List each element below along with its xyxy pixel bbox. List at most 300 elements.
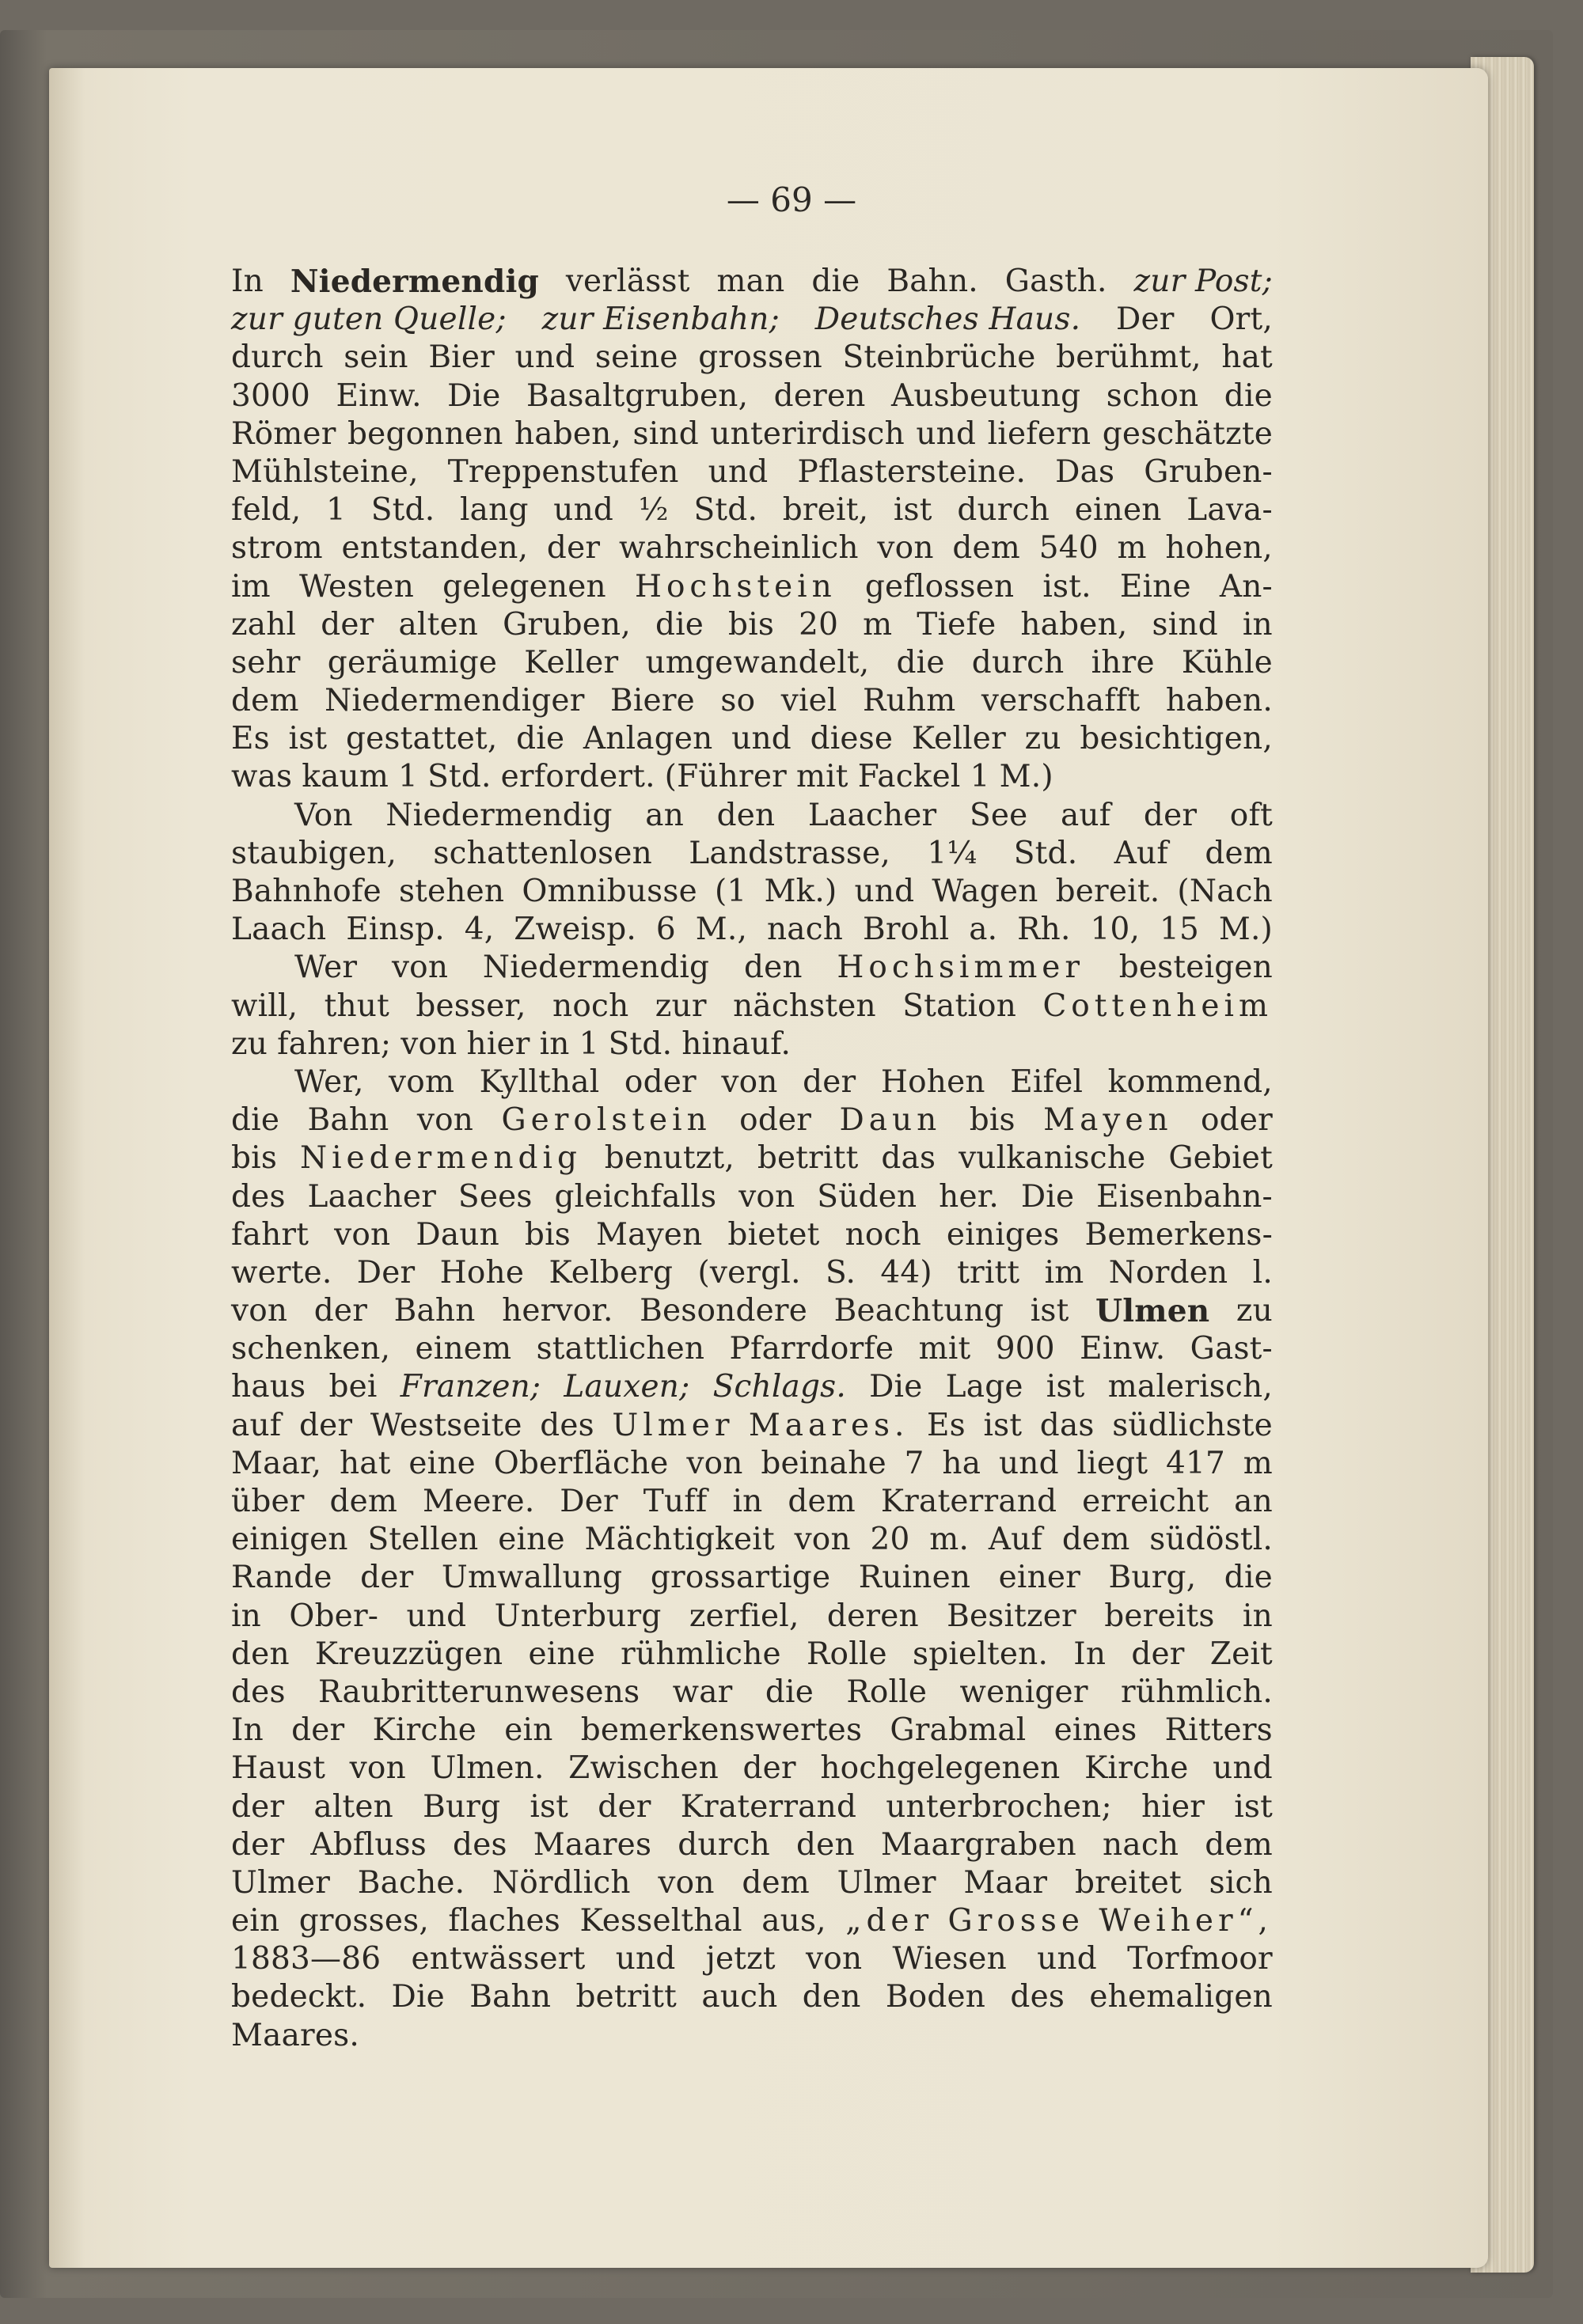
word: von <box>877 530 934 567</box>
word: Kyllthal <box>479 1063 600 1100</box>
word: so <box>720 683 756 719</box>
word: einiges <box>946 1216 1060 1253</box>
word: vulkanische <box>959 1140 1146 1177</box>
word: der <box>546 530 601 567</box>
word: Ort, <box>1209 301 1273 338</box>
word: Die <box>391 1979 445 2015</box>
word: in <box>1242 606 1273 643</box>
word: 44) <box>880 1254 932 1291</box>
word: Rolle <box>846 1674 928 1710</box>
word: das <box>881 1140 936 1177</box>
word: auf <box>1060 797 1111 833</box>
word: See <box>969 797 1028 833</box>
word: an <box>645 797 685 833</box>
word: fahrt <box>231 1216 309 1253</box>
word: Eisenbahn- <box>1096 1178 1273 1215</box>
word: ein <box>231 1903 280 1939</box>
word: 1¼ <box>927 835 978 871</box>
word: m <box>1243 1445 1273 1481</box>
word: m <box>1117 530 1147 567</box>
word: Sees <box>457 1178 533 1215</box>
word: ist <box>530 1788 569 1825</box>
word: von <box>658 1864 715 1901</box>
text-line <box>231 1101 1273 1139</box>
word: Besitzer <box>947 1598 1076 1634</box>
word: dem <box>952 530 1020 567</box>
word: Basaltgruben, <box>526 377 749 414</box>
word: M.) <box>1218 912 1273 948</box>
word: oder <box>1200 1102 1273 1139</box>
word: In <box>231 1712 264 1749</box>
word: geschätzte <box>1102 415 1273 452</box>
text-line <box>231 1254 1273 1292</box>
word: man <box>716 263 785 299</box>
word: mit <box>795 759 848 795</box>
word: 10, <box>1090 912 1141 948</box>
word: alten <box>398 606 479 643</box>
word: (1 <box>714 874 747 909</box>
text-line <box>231 1788 1273 1826</box>
word: Süden <box>817 1178 917 1215</box>
word: Pfarrdorfe <box>729 1331 894 1367</box>
word: Ober- <box>289 1598 379 1634</box>
word: und <box>1213 1750 1273 1787</box>
word: und <box>514 339 575 376</box>
word: 1 <box>579 1026 599 1062</box>
word: Omnibusse <box>522 874 697 909</box>
word: Ulmer Maares. <box>612 1407 909 1443</box>
text-line <box>231 263 1273 301</box>
word: dem <box>231 683 299 719</box>
word: Einw. <box>1080 1331 1166 1367</box>
word: Kühle <box>1181 644 1273 681</box>
word: von <box>231 1293 288 1329</box>
word: Ruhm <box>863 683 956 719</box>
word: Grabmal <box>890 1712 1027 1749</box>
word: 7 <box>904 1445 924 1481</box>
word: Niedermendig <box>482 950 710 986</box>
word: wahrscheinlich <box>618 530 859 567</box>
word: Gasth. <box>1004 263 1107 299</box>
word: lang <box>460 492 529 529</box>
word: Auf <box>988 1522 1043 1558</box>
word: Maargraben <box>880 1826 1076 1863</box>
word: durch <box>678 1826 770 1863</box>
word: der <box>742 1750 796 1787</box>
text-line <box>231 2017 1273 2055</box>
word: In <box>1073 1636 1107 1672</box>
word: a. <box>969 912 998 948</box>
word: Mühlsteine, <box>231 453 419 490</box>
word: 20 <box>870 1522 910 1558</box>
word: Zwischen <box>568 1750 719 1787</box>
word: dem <box>742 1864 810 1901</box>
word: malerisch, <box>1107 1369 1273 1405</box>
word: Steinbrüche <box>842 339 1036 376</box>
word: besichtigen, <box>1080 721 1273 757</box>
word: 4, <box>464 912 495 948</box>
word: unterirdisch <box>710 415 905 452</box>
word: 1 <box>398 759 419 795</box>
text-line <box>231 1559 1273 1597</box>
word: verlässt <box>565 263 690 299</box>
word: Besondere <box>640 1293 808 1329</box>
word: Nördlich <box>492 1864 631 1901</box>
word: 3000 <box>231 377 311 414</box>
word: berühmt, <box>1056 339 1201 376</box>
word: Gruben, <box>503 606 631 643</box>
body-text <box>231 263 1273 2055</box>
word: und <box>916 415 977 452</box>
word: Es <box>231 721 270 757</box>
word: Meere. <box>423 1484 535 1519</box>
word: Std. <box>608 1026 673 1062</box>
word: der <box>1143 797 1198 833</box>
word: Hohen <box>880 1063 985 1100</box>
word: Stellen <box>367 1522 479 1558</box>
word: oder <box>739 1102 812 1139</box>
word: entwässert <box>411 1941 586 1977</box>
word: durch <box>971 644 1065 681</box>
word: den <box>796 1826 855 1863</box>
word: von <box>416 1102 474 1139</box>
word: spielten. <box>913 1636 1049 1672</box>
word: Niedermendig <box>299 1140 582 1177</box>
word: Lage <box>945 1369 1023 1405</box>
word: des <box>1010 1979 1065 2015</box>
word: Franzen; <box>400 1369 541 1405</box>
word: ist <box>288 721 328 757</box>
word: geräumige <box>327 644 498 681</box>
word: Deutsches Haus. <box>814 301 1081 338</box>
word: und <box>553 492 614 529</box>
word: der <box>291 1712 345 1749</box>
text-line <box>231 415 1273 453</box>
word: aus, <box>761 1903 826 1939</box>
word: rühmlich. <box>1121 1674 1273 1710</box>
word: Bemerkens- <box>1084 1216 1273 1253</box>
word: zur Post; <box>1133 263 1273 299</box>
word: m. <box>929 1522 970 1558</box>
word: südöstl. <box>1149 1522 1273 1558</box>
word: Ritters <box>1164 1712 1273 1749</box>
text-line <box>231 1521 1273 1559</box>
word: Ausbeutung <box>891 377 1081 414</box>
word: Haust <box>231 1750 326 1787</box>
word: ein <box>504 1712 553 1749</box>
word: Burg, <box>1108 1560 1197 1596</box>
word: gelegenen <box>442 568 606 605</box>
word: Ulmer <box>837 1864 936 1901</box>
word: oft <box>1229 797 1273 833</box>
word: im <box>231 568 271 605</box>
text-line <box>231 1750 1273 1788</box>
word: Hohe <box>439 1254 525 1291</box>
word: bei <box>328 1369 378 1405</box>
word: grossartige <box>650 1560 831 1596</box>
word: Cottenheim <box>1042 988 1273 1024</box>
word: im <box>1044 1254 1084 1291</box>
word: Keller <box>911 721 1006 757</box>
text-line <box>231 988 1273 1026</box>
word: Norden <box>1108 1254 1228 1291</box>
word: Der <box>1116 301 1175 338</box>
word: Bahn <box>307 1102 389 1139</box>
word: besser, <box>416 988 526 1024</box>
word: Hochstein <box>634 568 837 605</box>
word: Gebiet <box>1168 1140 1273 1177</box>
word: ist <box>983 1407 1023 1443</box>
word: sind <box>1152 606 1218 643</box>
word: Std. <box>370 492 435 529</box>
word: (Nach <box>1177 874 1273 909</box>
word: ha <box>942 1445 981 1481</box>
word: grosses, <box>298 1903 429 1939</box>
word: Std. <box>693 492 758 529</box>
word: Bache. <box>357 1864 465 1901</box>
word: jetzt <box>705 1941 776 1977</box>
word: noch <box>845 1216 921 1253</box>
word: Std. <box>1013 835 1078 871</box>
word: her. <box>939 1178 999 1215</box>
text-line <box>231 644 1273 682</box>
word: einen <box>1074 492 1162 529</box>
word: nach <box>1103 1826 1179 1863</box>
word: 1 <box>326 492 347 529</box>
word: strom <box>231 530 323 567</box>
word: von <box>334 1216 391 1253</box>
text-line <box>231 911 1273 949</box>
word: Hochsimmer <box>837 950 1085 986</box>
word: Auf <box>1114 835 1168 871</box>
word: ist. <box>1042 568 1091 605</box>
word: Beachtung <box>833 1293 1004 1329</box>
word: deren <box>826 1598 919 1634</box>
word: Station <box>902 988 1017 1024</box>
word: geflossen <box>864 568 1015 605</box>
word: Wer <box>294 950 358 986</box>
word: war <box>672 1674 733 1710</box>
word: fahren; <box>277 1026 392 1062</box>
word: die <box>655 606 704 643</box>
word: sich <box>1209 1864 1273 1901</box>
word: benutzt, <box>604 1140 735 1177</box>
word: verschafft <box>981 683 1141 719</box>
word: Bahnhofe <box>231 874 382 909</box>
word: dem <box>788 1484 856 1519</box>
word: die <box>896 644 945 681</box>
text-line <box>231 453 1273 491</box>
word: und <box>731 721 792 757</box>
word: ist <box>1030 1293 1069 1329</box>
text-line <box>231 758 1273 796</box>
word: bis <box>969 1102 1015 1139</box>
word: dem <box>329 1484 398 1519</box>
page-number: — 69 — <box>726 180 857 219</box>
word: Einsp. <box>346 912 445 948</box>
text-line <box>231 1864 1273 1902</box>
word: bietet <box>727 1216 820 1253</box>
word: Einw. <box>336 377 422 414</box>
word: Schlags. <box>712 1369 846 1405</box>
text-line <box>231 1598 1273 1636</box>
word: gestattet, <box>345 721 498 757</box>
text-line <box>231 797 1273 835</box>
word: durch <box>957 492 1050 529</box>
word: von <box>400 1026 457 1062</box>
word: dem <box>1205 835 1273 871</box>
word: die <box>765 1674 814 1710</box>
word: und <box>406 1598 467 1634</box>
word: Wer, <box>294 1063 364 1100</box>
word: der <box>231 1826 285 1863</box>
word: von <box>806 1941 863 1977</box>
word: eine <box>528 1636 595 1672</box>
word: 1 <box>970 759 990 795</box>
word: Fackel <box>857 759 961 795</box>
word: noch <box>552 988 629 1024</box>
word: Kraterrand <box>680 1788 857 1825</box>
word: der <box>298 1407 353 1443</box>
word: Kirche <box>372 1712 477 1749</box>
word: die <box>1224 1560 1273 1596</box>
word: Unterburg <box>494 1598 662 1634</box>
text-line <box>231 1368 1273 1406</box>
word: und <box>1037 1941 1097 1977</box>
word: In <box>231 263 264 299</box>
text-line <box>231 1407 1273 1445</box>
text-line <box>231 377 1273 415</box>
text-line <box>231 339 1273 377</box>
word: Ulmen <box>1095 1293 1210 1330</box>
word: Kelberg <box>549 1254 674 1291</box>
word: Rh. <box>1017 912 1071 948</box>
word: Daun <box>416 1216 499 1253</box>
word: schattenlosen <box>433 835 652 871</box>
word: entstanden, <box>341 530 529 567</box>
word: breit, <box>782 492 869 529</box>
word: auch <box>701 1979 778 2015</box>
word: (Führer <box>664 759 787 795</box>
word: Rande <box>231 1560 332 1596</box>
word: zu <box>1024 721 1061 757</box>
word: Zeit <box>1209 1636 1273 1672</box>
word: M.) <box>999 759 1053 795</box>
word: haben, <box>1020 606 1128 643</box>
word: und <box>854 874 915 909</box>
word: in <box>231 1598 261 1634</box>
word: der <box>598 1788 651 1825</box>
word: begonnen <box>347 415 503 452</box>
word: den <box>743 950 803 986</box>
word: Mayen <box>1043 1102 1173 1139</box>
word: Gast- <box>1190 1331 1273 1367</box>
word: M., <box>695 912 748 948</box>
text-line <box>231 1445 1273 1483</box>
word: zerfiel, <box>689 1598 799 1634</box>
word: von <box>794 1522 851 1558</box>
word: des <box>231 1674 286 1710</box>
text-line <box>231 1978 1273 2016</box>
word: stehen <box>398 874 505 909</box>
text-line <box>231 1483 1273 1521</box>
word: unterbrochen; <box>886 1788 1112 1825</box>
word: werte. <box>231 1254 332 1291</box>
word: hervor. <box>502 1293 613 1329</box>
word: Lava- <box>1186 492 1273 529</box>
word: was <box>231 759 293 795</box>
text-line <box>231 1902 1273 1940</box>
word: liefern <box>987 415 1091 452</box>
word: 15 <box>1159 912 1199 948</box>
word: deren <box>773 377 866 414</box>
word: bemerkenswertes <box>580 1712 863 1749</box>
word: der <box>313 1293 368 1329</box>
word: Mächtigkeit <box>584 1522 775 1558</box>
word: 540 <box>1038 530 1099 567</box>
word: den <box>802 1979 861 2015</box>
word: betritt <box>575 1979 678 2015</box>
word: einigen <box>231 1522 348 1558</box>
word: hat <box>339 1445 391 1481</box>
word: gleichfalls <box>554 1178 717 1215</box>
word: einem <box>415 1331 512 1367</box>
word: des <box>231 1178 286 1215</box>
word: 20 <box>799 606 839 643</box>
word: rühmliche <box>621 1636 781 1672</box>
word: Gerolstein <box>501 1102 712 1139</box>
text-line <box>231 873 1273 911</box>
word: Westen <box>298 568 415 605</box>
word: des <box>540 1407 594 1443</box>
word: Maar <box>963 1864 1048 1901</box>
word: Lauxen; <box>564 1369 690 1405</box>
word: Kreuzzügen <box>314 1636 503 1672</box>
word: 1883—86 <box>231 1941 382 1977</box>
word: Laacher <box>307 1178 437 1215</box>
word: einer <box>998 1560 1081 1596</box>
word: oder <box>624 1063 697 1100</box>
word: kommend, <box>1107 1063 1273 1100</box>
word: Mk.) <box>764 874 837 909</box>
word: haus <box>231 1369 306 1405</box>
word: Daun <box>839 1102 942 1139</box>
word: bis <box>231 1140 278 1177</box>
word: das <box>1039 1407 1095 1443</box>
word: eine <box>498 1522 565 1558</box>
word: Eine <box>1119 568 1191 605</box>
word: Laach <box>231 912 327 948</box>
word: Tuff <box>643 1484 708 1519</box>
word: Maar, <box>231 1445 322 1481</box>
word: Ulmen. <box>430 1750 545 1787</box>
word: Bier <box>428 339 495 376</box>
word: Der <box>560 1484 618 1519</box>
word: Rolle <box>806 1636 887 1672</box>
word: liegt <box>1076 1445 1148 1481</box>
word: (vergl. <box>697 1254 801 1291</box>
word: Boden <box>885 1979 986 2015</box>
word: m <box>863 606 893 643</box>
word: Kraterrand <box>880 1484 1057 1519</box>
word: der <box>321 606 374 643</box>
word: Niedermendiger <box>325 683 585 719</box>
word: der <box>231 1788 285 1825</box>
word: Kesselthal <box>579 1903 742 1939</box>
word: 417 <box>1165 1445 1226 1481</box>
text-line <box>231 1330 1273 1368</box>
word: ist <box>1046 1369 1085 1405</box>
